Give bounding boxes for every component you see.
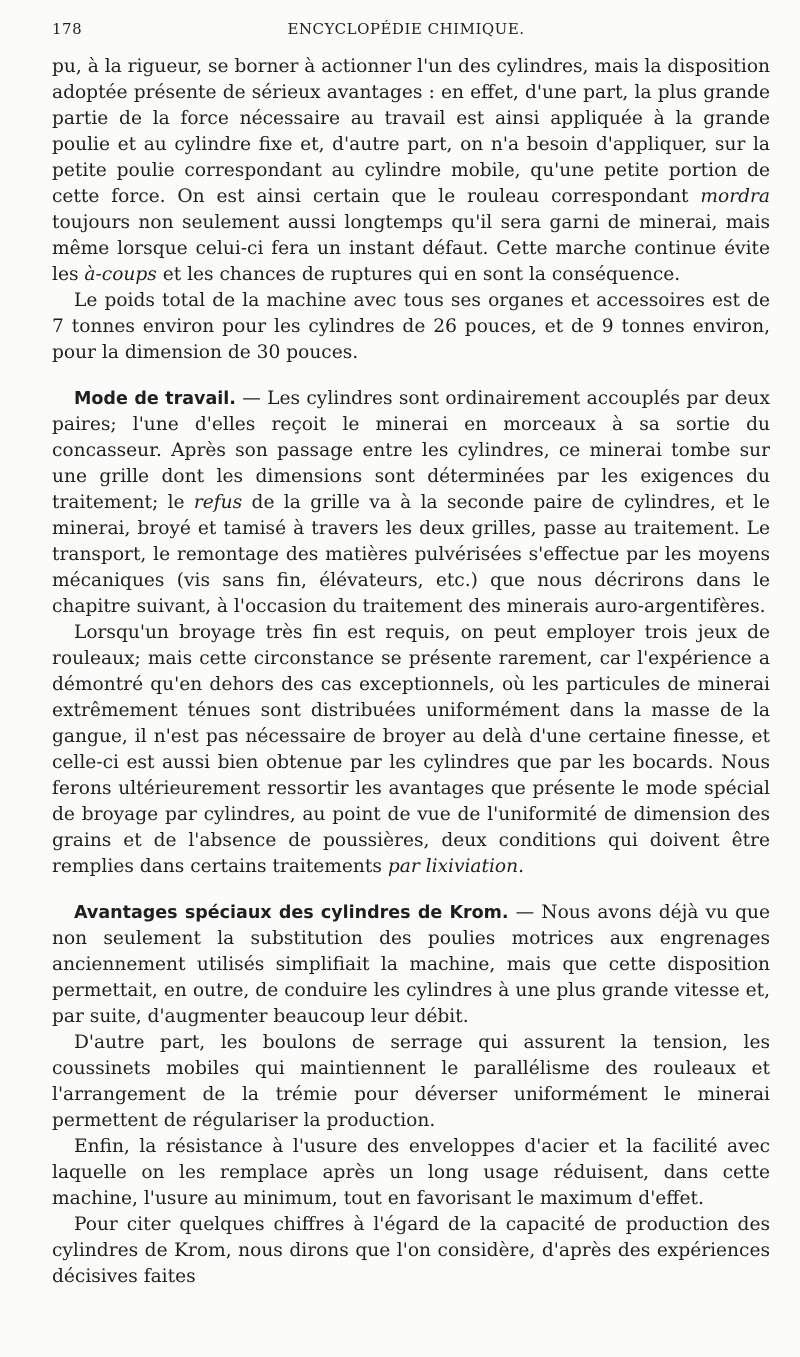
paragraph-mode-1: Mode de travail. — Les cylindres sont ordinairement accouplés par deux paires; l'une d'elles reçoit le minerai en morceaux à sa sortie du concasseur. Après son passage entre les cylindres, ce minerai tombe sur une grille dont les dimensions sont déterminées par les exigences du traitement; le refus de la grille va à la seconde paire de cylindres, et le minerai, broyé et tamisé à travers les deux grilles, passe au traitement. Le transport, le remontage des matières pulvérisées s'effectue par les moyens mécaniques (vis sans fin, élévateurs, etc.) que nous décrirons dans le chapitre suivant, à l'occasion du traitement des minerais auro-argentifères. — [52, 388, 770, 617]
paragraph-avantages-2: D'autre part, les boulons de serrage qui assurent la tension, les coussinets mobiles qui maintiennent le parallélisme des rouleaux et l'arrangement de la trémie pour déverser uniformément le minerai permettent de régulariser la production. — [52, 1032, 770, 1131]
paragraph-avantages-4: Pour citer quelques chiffres à l'égard de la capacité de production des cylindres de Krom, nous dirons que l'on considère, d'après des expériences décisives faites — [52, 1214, 770, 1287]
paragraph-intro-2: Le poids total de la machine avec tous ses organes et accessoires est de 7 tonnes environ pour les cylindres de 26 pouces, et de 9 tonnes environ, pour la dimension de 30 pouces. — [52, 290, 770, 363]
italic-lixiviation: par lixiviation. — [387, 856, 524, 877]
paragraph-mode-2: Lorsqu'un broyage très fin est requis, on peut employer trois jeux de rouleaux; mais cette circonstance se présente rarement, car l'expérience a démontré qu'en dehors des cas exceptionnels, où les particules de minerai extrêmement ténues sont distribuées uniformément dans la masse de la gangue, il n'est pas nécessaire de broyer au delà d'une certaine finesse, et celle-ci est aussi bien obtenue par les cylindres que par les bocards. Nous ferons ultérieurement ressortir les avantages que présente le mode spécial de broyage par cylindres, au point de vue de l'uniformité de dimension des grains et de l'absence de poussières, deux conditions qui doivent être remplies dans certains traitements par lixiviation. — [52, 622, 770, 877]
italic-a-coups: à-coups — [84, 264, 157, 285]
paragraph-intro-1: pu, à la rigueur, se borner à actionner l'un des cylindres, mais la disposition adoptée présente de sérieux avantages : en effet, d'une part, la plus grande partie de la force nécessaire au travail est ainsi appliquée à la grande poulie et au cylindre fixe et, d'autre part, on n'a besoin d'appliquer, sur la petite poulie correspondant au cylindre mobile, qu'une petite portion de cette force. On est ainsi certain que le rouleau correspondant mordra toujours non seulement aussi longtemps qu'il sera garni de minerai, mais même lorsque celui-ci fera un instant défaut. Cette marche continue évite les à-coups et les chances de ruptures qui en sont la conséquence. — [52, 56, 770, 285]
italic-mordra: mordra — [700, 186, 770, 207]
section-heading-avantages: Avantages spéciaux des cylindres de Krom. — [74, 903, 509, 923]
section-mode-de-travail — [52, 386, 770, 880]
page-body — [52, 54, 770, 1290]
running-title: ENCYCLOPÉDIE CHIMIQUE. — [287, 20, 525, 38]
italic-refus: refus — [193, 492, 243, 513]
page-number: 178 — [52, 20, 83, 38]
running-header — [52, 20, 770, 54]
section-avantages — [52, 900, 770, 1290]
paragraph-avantages-1: Avantages spéciaux des cylindres de Krom. — Nous avons déjà vu que non seulement la substitution des poulies motrices aux engrenages anciennement utilisés simplifiait la machine, mais que cette disposition permettait, en outre, de conduire les cylindres à une plus grande vitesse et, par suite, d'augmenter beaucoup leur débit. — [52, 902, 770, 1027]
section-heading-mode: Mode de travail. — [74, 389, 236, 409]
paragraph-avantages-3: Enfin, la résistance à l'usure des enveloppes d'acier et la facilité avec laquelle on les remplace après un long usage réduisent, dans cette machine, l'usure au minimum, tout en favorisant le maximum d'effet. — [52, 1136, 770, 1209]
